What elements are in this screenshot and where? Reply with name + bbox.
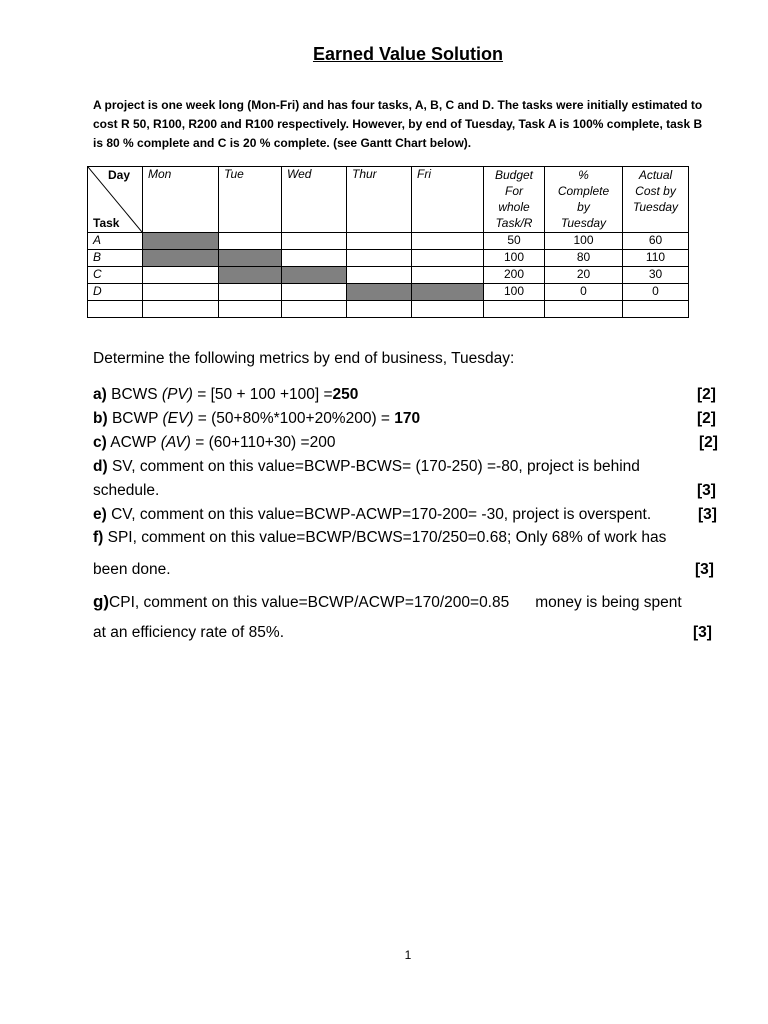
empty-cell — [347, 301, 412, 318]
empty-cell — [412, 267, 484, 284]
empty-cell — [219, 233, 282, 250]
gantt-bar — [282, 267, 347, 284]
answer-text: ACWP — [106, 434, 161, 451]
empty-cell — [412, 233, 484, 250]
percent-value: 80 — [545, 250, 623, 267]
empty-cell — [347, 233, 412, 250]
mark-e: [3] — [698, 506, 717, 523]
actual-value: 110 — [623, 250, 689, 267]
actual-header-line: Actual — [638, 168, 673, 182]
answer-text: SV, comment on this value=BCWP-BCWS= (170-250) =-80, project is behind — [107, 458, 640, 475]
answer-label: e) — [93, 506, 107, 523]
percent-value: 0 — [545, 284, 623, 301]
gantt-row-a — [88, 233, 689, 250]
answer-text: = [50 + 100 +100] = — [192, 386, 333, 403]
mark-f: [3] — [695, 561, 714, 578]
answer-b — [93, 410, 420, 428]
answer-text: money is being spent — [535, 594, 682, 611]
answer-f-continued: been done. — [93, 561, 171, 578]
answer-label: f) — [93, 529, 104, 546]
intro-line: A project is one week long (Mon-Fri) and has four tasks, A, B, C and D. The tasks were initially estimated to — [93, 98, 703, 112]
answer-label: d) — [93, 458, 108, 475]
answer-c — [93, 434, 335, 452]
answer-result: 250 — [332, 386, 359, 403]
day-header-thur: Thur — [347, 167, 412, 233]
task-name: B — [88, 250, 143, 267]
question-prompt: Determine the following metrics by end of business, Tuesday: — [93, 350, 515, 367]
answer-italic: (AV) — [160, 434, 191, 451]
answer-text: BCWS — [106, 386, 162, 403]
budget-header — [484, 167, 545, 233]
empty-cell — [219, 284, 282, 301]
empty-cell — [347, 250, 412, 267]
budget-header-line: Budget — [494, 168, 534, 182]
empty-cell — [623, 301, 689, 318]
empty-cell — [219, 301, 282, 318]
empty-cell — [484, 301, 545, 318]
actual-header-line: Cost by — [635, 184, 676, 198]
day-header-tue: Tue — [219, 167, 282, 233]
actual-header — [623, 167, 689, 233]
gantt-empty-row — [88, 301, 689, 318]
gantt-row-b — [88, 250, 689, 267]
actual-value: 30 — [623, 267, 689, 284]
budget-header-line: Task/R — [495, 216, 533, 230]
day-header-wed: Wed — [282, 167, 347, 233]
task-name: A — [88, 233, 143, 250]
empty-cell — [282, 233, 347, 250]
answer-d-continued: schedule. — [93, 482, 160, 499]
intro-line: is 80 % complete and C is 20 % complete. (see Gantt Chart below). — [93, 136, 472, 150]
gantt-bar — [219, 250, 282, 267]
answer-italic: (PV) — [161, 386, 193, 403]
percent-header-line: by — [577, 200, 590, 214]
document-title: Earned Value Solution — [312, 44, 504, 64]
mark-a: [2] — [697, 386, 716, 403]
empty-cell — [143, 267, 219, 284]
answer-text: = (60+110+30) =200 — [190, 434, 336, 451]
empty-cell — [545, 301, 623, 318]
gantt-bar — [412, 284, 484, 301]
page-number: 1 — [404, 948, 412, 962]
gantt-bar — [143, 250, 219, 267]
gantt-row-d — [88, 284, 689, 301]
gantt-row-c — [88, 267, 689, 284]
empty-cell — [282, 250, 347, 267]
actual-header-line: Tuesday — [632, 200, 679, 214]
budget-value: 100 — [484, 284, 545, 301]
answer-text: CPI, comment on this value=BCWP/ACWP=170/200=0.85 — [109, 594, 510, 611]
percent-header — [545, 167, 623, 233]
answer-text: BCWP — [107, 410, 163, 427]
task-name: D — [88, 284, 143, 301]
answer-text: = (50+80%*100+20%200) = — [193, 410, 395, 427]
gantt-header-row — [88, 167, 689, 233]
percent-value: 20 — [545, 267, 623, 284]
answer-a — [93, 386, 358, 404]
empty-cell — [412, 301, 484, 318]
answer-italic: (EV) — [162, 410, 194, 427]
empty-cell — [143, 284, 219, 301]
answer-text: CV, comment on this value=BCWP-ACWP=170-200= -30, project is overspent. — [106, 506, 652, 523]
answer-g — [93, 592, 682, 612]
actual-value: 0 — [623, 284, 689, 301]
empty-cell — [282, 301, 347, 318]
percent-header-line: Complete — [557, 184, 610, 198]
percent-value: 100 — [545, 233, 623, 250]
empty-cell — [143, 301, 219, 318]
corner-day-label: Day — [107, 168, 130, 182]
budget-value: 50 — [484, 233, 545, 250]
day-task-corner-cell — [88, 167, 143, 233]
answer-label: b) — [93, 410, 108, 427]
day-header-mon: Mon — [143, 167, 219, 233]
intro-line: cost R 50, R100, R200 and R100 respectively. However, by end of Tuesday, Task A is 100% complete, task B — [93, 117, 703, 131]
mark-b: [2] — [697, 410, 716, 427]
answer-text: SPI, comment on this value=BCWP/BCWS=170/250=0.68; Only 68% of work has — [103, 529, 667, 546]
budget-value: 100 — [484, 250, 545, 267]
empty-cell — [88, 301, 143, 318]
gantt-bar — [143, 233, 219, 250]
percent-header-line: % — [578, 168, 589, 182]
mark-c: [2] — [699, 434, 718, 451]
task-name: C — [88, 267, 143, 284]
corner-task-label: Task — [93, 216, 120, 230]
answer-label: a) — [93, 386, 107, 403]
answer-result: 170 — [394, 410, 421, 427]
answer-f — [93, 529, 666, 547]
mark-d: [3] — [697, 482, 716, 499]
answer-d — [93, 458, 640, 476]
answer-e — [93, 506, 651, 524]
intro-paragraph — [93, 96, 723, 153]
empty-cell — [282, 284, 347, 301]
actual-value: 60 — [623, 233, 689, 250]
empty-cell — [347, 267, 412, 284]
mark-g: [3] — [693, 624, 712, 641]
gantt-bar — [347, 284, 412, 301]
empty-cell — [412, 250, 484, 267]
answer-label: c) — [93, 434, 107, 451]
answer-g-continued: at an efficiency rate of 85%. — [93, 624, 284, 641]
percent-header-line: Tuesday — [560, 216, 607, 230]
gantt-chart-table — [87, 166, 689, 318]
budget-header-line: For — [505, 184, 523, 198]
gantt-bar — [219, 267, 282, 284]
budget-header-line: whole — [498, 200, 530, 214]
answer-label: g) — [93, 592, 110, 611]
budget-value: 200 — [484, 267, 545, 284]
day-header-fri: Fri — [412, 167, 484, 233]
